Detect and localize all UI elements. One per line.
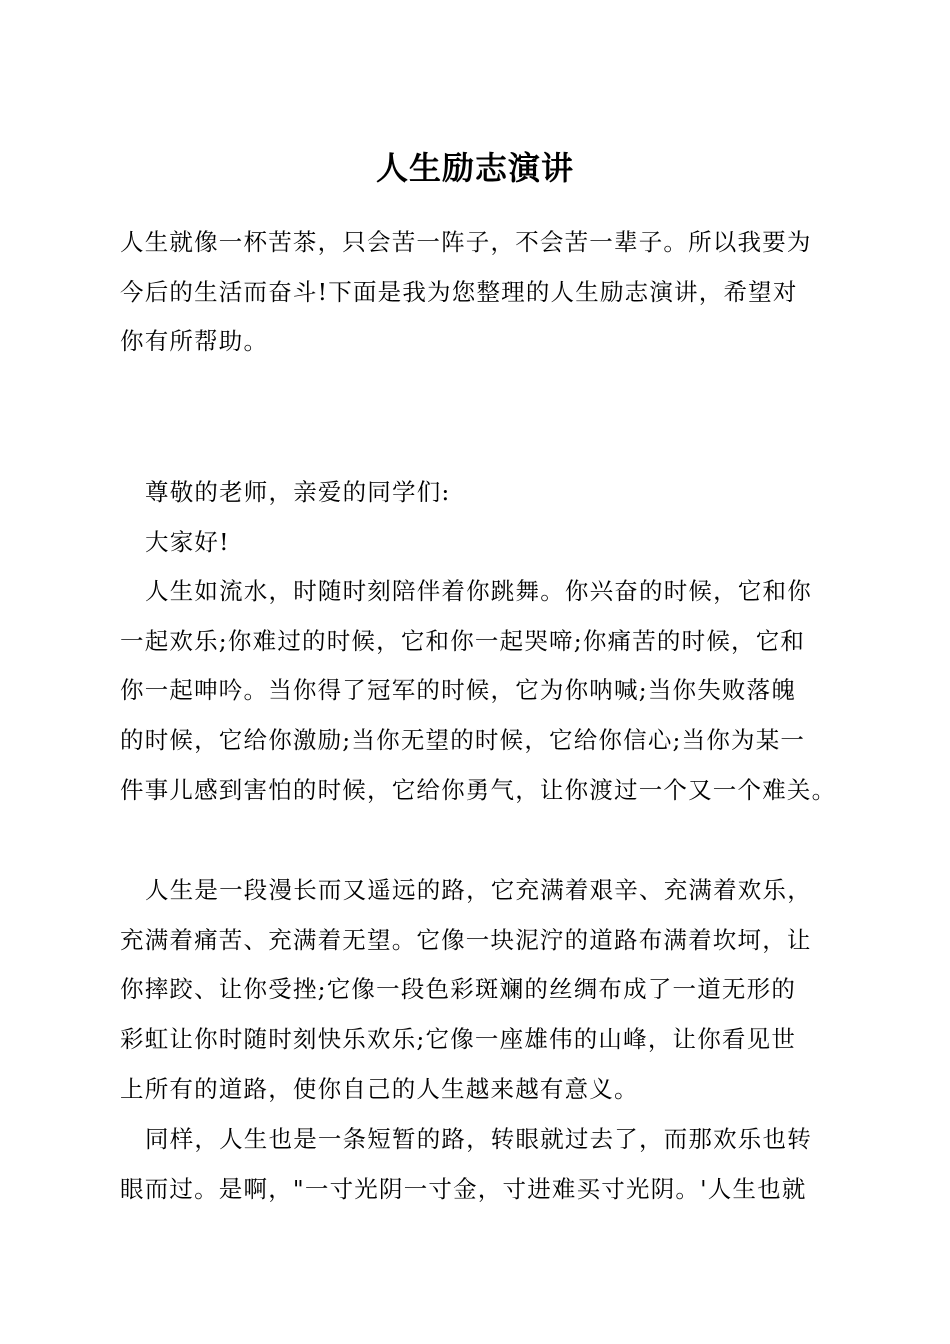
paragraph-1-line: 件事儿感到害怕的时候，它给你勇气，让你渡过一个又一个难关。 bbox=[120, 775, 837, 804]
intro-line: 你有所帮助。 bbox=[120, 327, 269, 356]
paragraph-3 bbox=[120, 1115, 860, 1214]
paragraph-2-line: 彩虹让你时随时刻快乐欢乐;它像一座雄伟的山峰，让你看见世 bbox=[120, 1025, 797, 1054]
intro-line: 今后的生活而奋斗!下面是我为您整理的人生励志演讲，希望对 bbox=[120, 277, 798, 306]
greeting-salutation: 尊敬的老师，亲爱的同学们: bbox=[145, 478, 451, 506]
paragraph-1-line: 你一起呻吟。当你得了冠军的时候，它为你呐喊;当你失败落魄 bbox=[120, 676, 797, 705]
paragraph-2-line: 上所有的道路，使你自己的人生越来越有意义。 bbox=[120, 1074, 639, 1103]
paragraph-1-line: 的时候，它给你激励;当你无望的时候，它给你信心;当你为某一 bbox=[120, 726, 806, 755]
paragraph-3-line: 眼而过。是啊，"一寸光阴一寸金，寸进难买寸光阴。'人生也就 bbox=[120, 1174, 807, 1203]
paragraph-2 bbox=[120, 866, 860, 1114]
paragraph-2-line: 你摔跤、让你受挫;它像一段色彩斑斓的丝绸布成了一道无形的 bbox=[120, 975, 797, 1004]
paragraph-2-line: 人生是一段漫长而又遥远的路，它充满着艰辛、充满着欢乐， bbox=[145, 876, 812, 904]
document-title: 人生励志演讲 bbox=[375, 149, 574, 187]
greeting bbox=[120, 468, 860, 567]
greeting-hello: 大家好! bbox=[145, 527, 230, 556]
paragraph-2-line: 充满着痛苦、充满着无望。它像一块泥泞的道路布满着坎坷，让 bbox=[120, 925, 812, 954]
intro-paragraph bbox=[120, 218, 860, 367]
paragraph-3-line: 同样，人生也是一条短暂的路，转眼就过去了，而那欢乐也转 bbox=[145, 1125, 812, 1153]
paragraph-1-line: 人生如流水，时随时刻陪伴着你跳舞。你兴奋的时候，它和你 bbox=[145, 577, 812, 605]
paragraph-1-line: 一起欢乐;你难过的时候，它和你一起哭啼;你痛苦的时候，它和 bbox=[120, 626, 806, 655]
paragraph-1 bbox=[120, 567, 860, 815]
intro-line: 人生就像一杯苦茶，只会苦一阵子，不会苦一辈子。所以我要为 bbox=[120, 228, 812, 256]
